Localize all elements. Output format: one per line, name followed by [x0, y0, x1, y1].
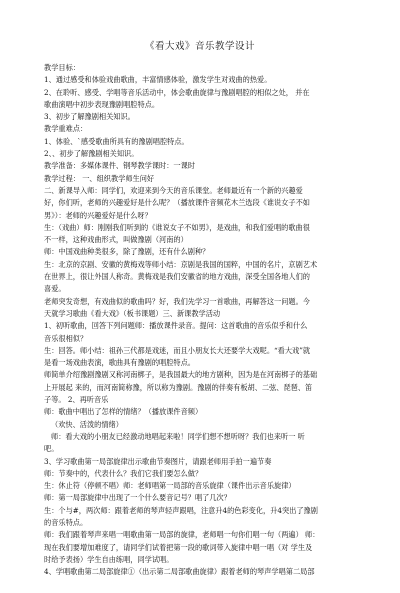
text-line: 2、、初步了解豫剧相关知识。 [44, 149, 139, 159]
text-line: 在世界上，很让外国人称奇。黄梅戏是我们安徽省的地方戏曲，深受全国各地人们的 [44, 272, 310, 282]
text-line: 生：休止符（停顿不唱）师：老师唱第一局部的音乐旋律（课件出示音乐旋律） [44, 481, 296, 491]
text-line: 老师突发奇想，有戏曲似的歌曲吗？好，我们先学习一首歌曲，再解答这一问题。今 [44, 296, 310, 306]
text-line: 现在我们要增加难度了，请同学们试着把第一段的歌词带入旋律中唱一唱（对 学生及 [44, 542, 313, 552]
text-line: 音乐很相似？ [44, 333, 88, 343]
text-line: 天就学习歌曲《看大戏》（板书课题）三、新课教学活动 [44, 308, 221, 318]
text-line: 1、体验、`感受歌曲所具有的豫剧唱腔特点。 [44, 136, 189, 146]
text-line: 子等。 2、再听音乐 [44, 395, 109, 405]
text-line: 3、学习歌曲第一局部旋律出示歌曲节奏图片，请跟老师用手拍一遍节奏 [44, 456, 272, 466]
text-line: 喜爱。 [44, 284, 66, 294]
text-line: 生：个与#，两次师：跟着老师的琴声轻声跟唱，注意升4的色彩变化，升4突出了豫剧 [44, 505, 318, 515]
text-line: 歌曲演唱中初步表现豫剧唱腔特点。 [44, 99, 160, 109]
text-line: 教学目标： [44, 63, 80, 72]
text-line: 1、初听歌曲，回答下列问题师：播放课件录音。提问：这首歌曲的音乐似乎和什么 [44, 321, 308, 331]
text-line: 师：第一局部旋律中出现了一个什么要音记号？唱了几次？ [44, 493, 231, 503]
text-line: 男》）：老师的兴趣爱好是什么呀？ [44, 210, 152, 220]
text-line: 教学重难点： [44, 124, 88, 134]
text-line: 时给予表扬）学生自由练唱，同学试唱。 [44, 554, 174, 564]
text-line: 教学准备：多媒体课件、钢琴教学课时：一课时 [44, 161, 195, 171]
text-line: 师：节奏中的，代表什么？我们它我们要怎么做？ [44, 468, 203, 478]
text-line: 不一样，这种戏曲形式，叫做豫剧（河南的） [44, 235, 188, 245]
text-line: 师：我们跟着琴声来唱一唱歌曲第一局部的旋律，老师唱一句你们唱一句（两遍） 师： [44, 530, 320, 540]
text-line: 师简单介绍豫剧豫剧又称河南梆子，是我国最大的地方剧种，因为是在河南梆子的基础 [44, 370, 318, 380]
text-line: 教学过程： 一、组织教学师生问好 [44, 173, 155, 183]
text-line: 好，你们听，老师的兴趣爱好是什么呢？（播放课件音频花木兰选段《谁说女子不如 [44, 198, 310, 208]
text-line: 上开展起 来的，而河南简称豫，所以称为豫剧。豫剧的伴奏有板胡、二弦、琵琶、笛 [44, 382, 313, 392]
text-line: 二、新课导入师：同学们，欢迎来到今天的音乐课堂。老师最近有一个新的兴趣爱 [44, 185, 303, 195]
text-line: 师：看大戏的小朋友已经激动地唱起来啦！同学们想不想听呀？我们也来听一 听 [51, 431, 305, 441]
text-line: 1、通过感受和体验戏曲歌曲，丰富情感体验，激发学生对戏曲的热爱。 [44, 75, 272, 85]
text-line: （欢快、活泼的情绪） [51, 419, 123, 429]
text-line: 生：回答。师小结：祖孙三代都是戏迷，而且小朋友长大还要学大戏呢。“看大戏”就 [44, 345, 311, 355]
text-line: 是看一场戏曲表演，歌曲具有豫剧的唱腔特点。 [44, 358, 195, 368]
text-line: 生：（戏曲）师：刚刚我们听到的《谁说女子不如男》，是戏曲，和我们爱唱的歌曲很 [44, 222, 310, 232]
text-line: 师：中国戏曲种类很多，除了豫剧，还有什么剧种？ [44, 247, 210, 257]
text-line: 师：歌曲中唱出了怎样的情绪？（播放课件音频） [44, 407, 203, 417]
text-line: 吧。 [44, 444, 59, 454]
text-line: 4、学唱歌曲第二局部旋律①（出示第二局部歌曲旋律）跟着老师的琴声学唱第二局部 [44, 567, 315, 577]
text-line: 生：北京的京剧、安徽的黄梅戏等师小结：京剧是我国的国粹，中国的名片，京剧艺术 [44, 259, 318, 269]
text-line: 的音乐特点。 [44, 517, 88, 527]
text-line: 3、初步了解豫剧相关知识。 [44, 112, 135, 122]
document-body [44, 62, 362, 578]
page-title: 《看大戏》音乐教学设计 [144, 41, 255, 52]
text-line: 2、在聆听、感受、学唱等音乐活动中，体会歌曲旋律与豫剧唱腔的相似之处， 并在 [44, 87, 310, 97]
